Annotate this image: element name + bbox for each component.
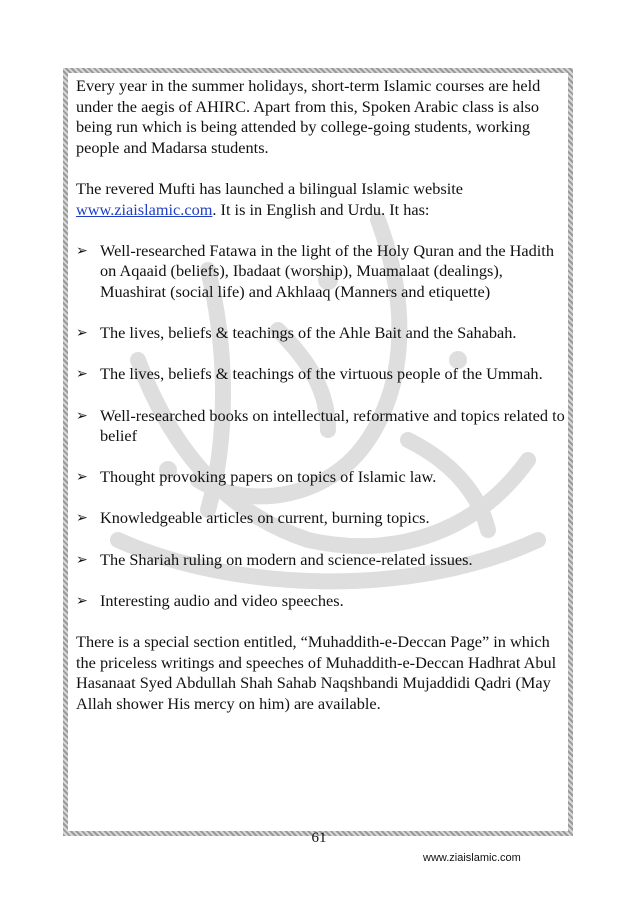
list-item-text: Well-researched books on intellectual, reformative and topics related to belief xyxy=(100,405,565,446)
intro-paragraph: Every year in the summer holidays, short-term Islamic courses are held under the aegis of AHIRC. Apart from this, Spoken Arabic class is also being run which is being attended by college-going students, working people and Madarsa students. xyxy=(76,76,541,157)
arrow-bullet-icon: ➢ xyxy=(76,325,88,342)
arrow-bullet-icon: ➢ xyxy=(76,510,88,527)
list-item xyxy=(76,467,570,488)
arrow-bullet-icon: ➢ xyxy=(76,592,88,609)
arrow-bullet-icon: ➢ xyxy=(76,366,88,383)
website-link[interactable]: www.ziaislamic.com xyxy=(76,199,213,219)
website-paragraph xyxy=(76,179,570,220)
document-body xyxy=(76,76,570,714)
arrow-bullet-icon: ➢ xyxy=(76,407,88,424)
list-item-text: Well-researched Fatawa in the light of the Holy Quran and the Hadith on Aqaaid (beliefs), Ibadaat (worship), Muamalaat (dealings), Muashirat (social life) and Akhlaaq (Manners and etiquette) xyxy=(100,240,554,301)
list-item xyxy=(76,508,570,529)
list-item xyxy=(76,406,570,447)
arrow-bullet-icon: ➢ xyxy=(76,469,88,486)
list-item xyxy=(76,364,570,385)
website-text-before: The revered Mufti has launched a bilingual Islamic website xyxy=(76,178,463,198)
arrow-bullet-icon: ➢ xyxy=(76,551,88,568)
list-item-text: The lives, beliefs & teachings of the virtuous people of the Ummah. xyxy=(100,364,543,384)
website-text-after: . It is in English and Urdu. It has: xyxy=(212,199,430,219)
list-item-text: Thought provoking papers on topics of Islamic law. xyxy=(100,467,437,487)
closing-paragraph: There is a special section entitled, “Muhaddith-e-Deccan Page” in which the priceless writings and speeches of Muhaddith-e-Deccan Hadhrat Abul Hasanaat Syed Abdullah Shah Sahab Naqshbandi Mujaddidi Qadri (May Allah shower His mercy on him) are available. xyxy=(76,632,557,713)
arrow-bullet-icon: ➢ xyxy=(76,242,88,259)
list-item xyxy=(76,550,570,571)
list-item-text: Interesting audio and video speeches. xyxy=(100,590,344,610)
list-item xyxy=(76,241,570,303)
list-item xyxy=(76,323,570,344)
footer-website[interactable]: www.ziaislamic.com xyxy=(423,852,521,864)
list-item-text: Knowledgeable articles on current, burning topics. xyxy=(100,508,430,528)
list-item-text: The lives, beliefs & teachings of the Ahle Bait and the Sahabah. xyxy=(100,323,517,343)
page-number: 61 xyxy=(311,830,327,846)
list-item xyxy=(76,591,570,612)
list-item-text: The Shariah ruling on modern and science-related issues. xyxy=(100,549,473,569)
